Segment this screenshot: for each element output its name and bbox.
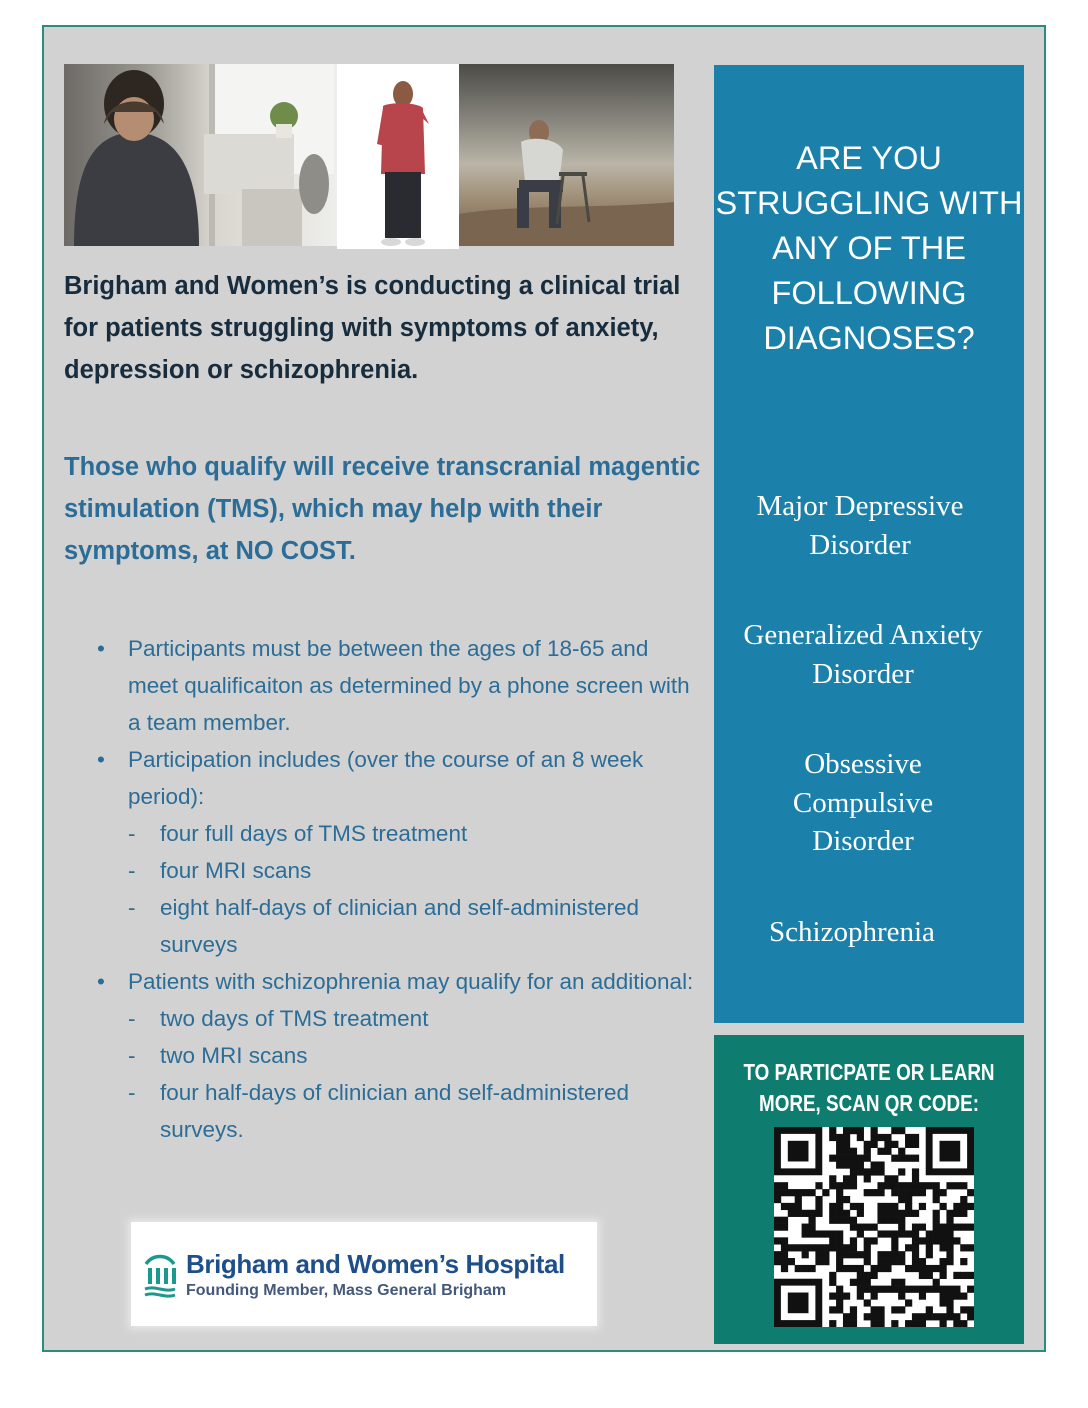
diagnosis-item: Schizophrenia	[769, 916, 935, 948]
sub-item-text: two days of TMS treatment	[160, 1006, 429, 1031]
bullet-schizophrenia: • Patients with schizophrenia may qualify for an additional:	[64, 963, 704, 1000]
photo-woman-despair	[64, 64, 337, 246]
dash-marker: -	[128, 1006, 136, 1031]
sub-item	[64, 889, 704, 963]
diagnosis-item: Generalized Anxiety Disorder	[743, 619, 983, 690]
dash-marker: -	[128, 895, 136, 920]
logo-subtitle: Founding Member, Mass General Brigham	[186, 1282, 507, 1299]
hospital-building-icon	[143, 1252, 177, 1298]
diagnosis-item: Obsessive Compulsive Disorder	[792, 748, 934, 857]
dash-marker: -	[128, 1080, 136, 1105]
sub-item-text: four MRI scans	[160, 858, 312, 883]
photo-man-head-bowed	[337, 64, 459, 249]
intro-paragraph: Brigham and Women’s is conducting a clinical trial for patients struggling with symptoms of anxiety, depression or schizophrenia.	[64, 272, 681, 384]
sub-item	[64, 1000, 704, 1037]
qr-panel	[714, 1035, 1024, 1344]
sub-item-text: four half-days of clinician and self-administered surveys.	[160, 1080, 629, 1142]
sub-item-text: eight half-days of clinician and self-administered surveys	[160, 895, 640, 957]
dash-marker: -	[128, 821, 136, 846]
dash-marker: -	[128, 1043, 136, 1068]
qr-call-to-action: TO PARTICPATE OR LEARN MORE, SCAN QR CODE:	[743, 1059, 995, 1116]
photo-man-desert	[459, 64, 674, 246]
bullet-age-requirement: • Participants must be between the ages of 18-65 and meet qualificaiton as determined by a phone screen with a team member.	[64, 630, 704, 741]
diagnoses-panel	[714, 65, 1024, 1023]
hospital-logo	[131, 1222, 597, 1326]
sub-item	[64, 1037, 704, 1074]
sub-item	[64, 852, 704, 889]
qr-code[interactable]	[774, 1127, 974, 1327]
logo-name: Brigham and Women’s Hospital	[186, 1249, 565, 1279]
sub-item	[64, 815, 704, 852]
diagnosis-item: Major Depressive Disorder	[756, 490, 964, 561]
bullet-participation: • Participation includes (over the course of an 8 week period):	[64, 741, 704, 815]
sub-item	[64, 1074, 704, 1148]
dash-marker: -	[128, 858, 136, 883]
tms-offer-paragraph: Those who qualify will receive transcranial magentic stimulation (TMS), which may help with their symptoms, at NO COST.	[64, 453, 701, 565]
eligibility-list	[64, 630, 704, 1148]
sub-item-text: four full days of TMS treatment	[160, 821, 468, 846]
diagnoses-question: ARE YOU STRUGGLING WITH ANY OF THE FOLLOWING DIAGNOSES?	[715, 140, 1023, 356]
sub-item-text: two MRI scans	[160, 1043, 308, 1068]
